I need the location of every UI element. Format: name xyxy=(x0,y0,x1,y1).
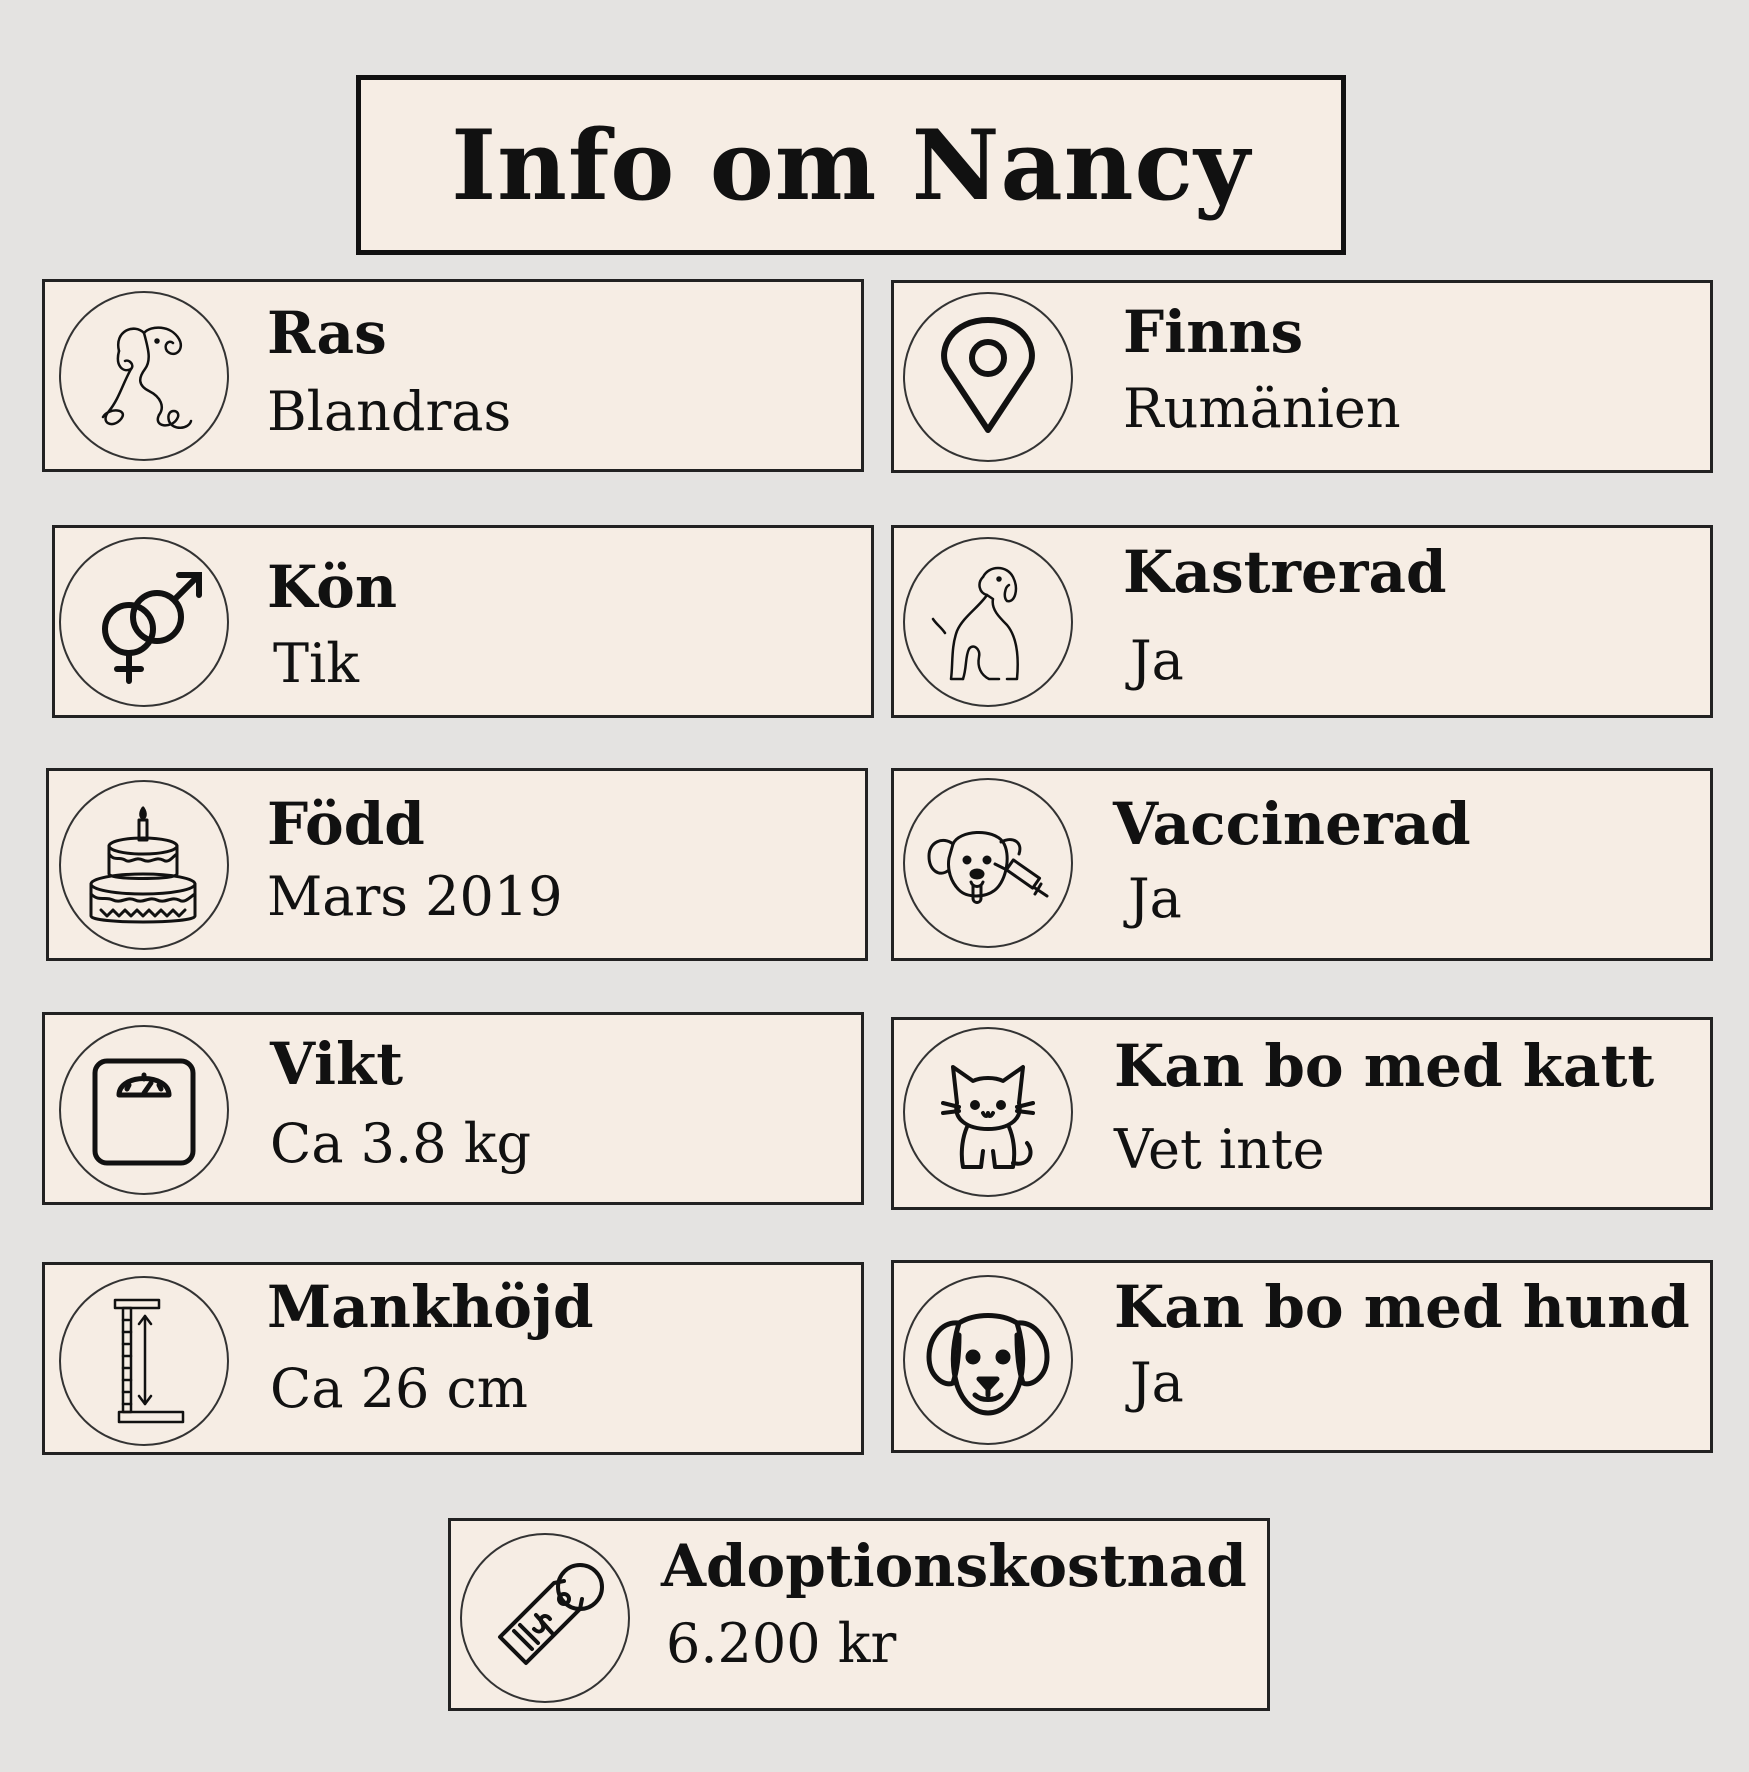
info-card-fodd xyxy=(46,768,868,961)
info-card-fodd-value: Mars 2019 xyxy=(267,865,563,928)
dog-line-art-icon xyxy=(59,291,229,461)
info-card-kostnad-label: Adoptionskostnad xyxy=(661,1532,1247,1600)
info-card-kastrerad xyxy=(891,525,1713,718)
info-card-ras-label: Ras xyxy=(267,299,387,367)
info-card-katt-label: Kan bo med katt xyxy=(1114,1032,1655,1100)
info-card-vikt xyxy=(42,1012,864,1205)
info-card-mankhojd-label: Mankhöjd xyxy=(267,1273,594,1341)
info-card-kastrerad-label: Kastrerad xyxy=(1123,538,1447,606)
info-card-hund-label: Kan bo med hund xyxy=(1114,1273,1690,1341)
info-card-kastrerad-value: Ja xyxy=(1130,629,1184,692)
info-card-fodd-label: Född xyxy=(267,790,425,858)
info-card-mankhojd xyxy=(42,1262,864,1455)
info-card-kon-label: Kön xyxy=(267,553,397,621)
info-card-hund xyxy=(891,1260,1713,1453)
info-card-vaccinerad xyxy=(891,768,1713,961)
info-card-hund-value: Ja xyxy=(1130,1351,1184,1414)
info-card-vikt-label: Vikt xyxy=(270,1030,403,1098)
info-card-mankhojd-value: Ca 26 cm xyxy=(270,1357,529,1420)
scale-icon xyxy=(59,1025,229,1195)
title-box xyxy=(356,75,1346,255)
sitting-dog-icon xyxy=(903,537,1073,707)
info-card-finns-value: Rumänien xyxy=(1123,377,1401,440)
location-pin-icon xyxy=(903,292,1073,462)
info-card-ras xyxy=(42,279,864,472)
height-ruler-icon xyxy=(59,1276,229,1446)
info-card-vaccinerad-value: Ja xyxy=(1128,867,1182,930)
info-card-finns xyxy=(891,280,1713,473)
info-card-vaccinerad-label: Vaccinerad xyxy=(1113,790,1471,858)
info-card-katt-value: Vet inte xyxy=(1114,1118,1325,1181)
price-tag-icon xyxy=(460,1533,630,1703)
dog-face-icon xyxy=(903,1275,1073,1445)
page-title: Info om Nancy xyxy=(451,108,1251,222)
info-card-kostnad xyxy=(448,1518,1270,1711)
info-card-kostnad-value: 6.200 kr xyxy=(666,1612,897,1675)
info-card-ras-value: Blandras xyxy=(267,380,512,443)
cat-icon xyxy=(903,1027,1073,1197)
info-card-vikt-value: Ca 3.8 kg xyxy=(270,1112,532,1175)
gender-symbols-icon xyxy=(59,537,229,707)
info-card-kon-value: Tik xyxy=(273,632,360,695)
info-card-katt xyxy=(891,1017,1713,1210)
info-card-kon xyxy=(52,525,874,718)
birthday-cake-icon xyxy=(59,780,229,950)
dog-syringe-icon xyxy=(903,778,1073,948)
info-card-finns-label: Finns xyxy=(1123,298,1304,366)
